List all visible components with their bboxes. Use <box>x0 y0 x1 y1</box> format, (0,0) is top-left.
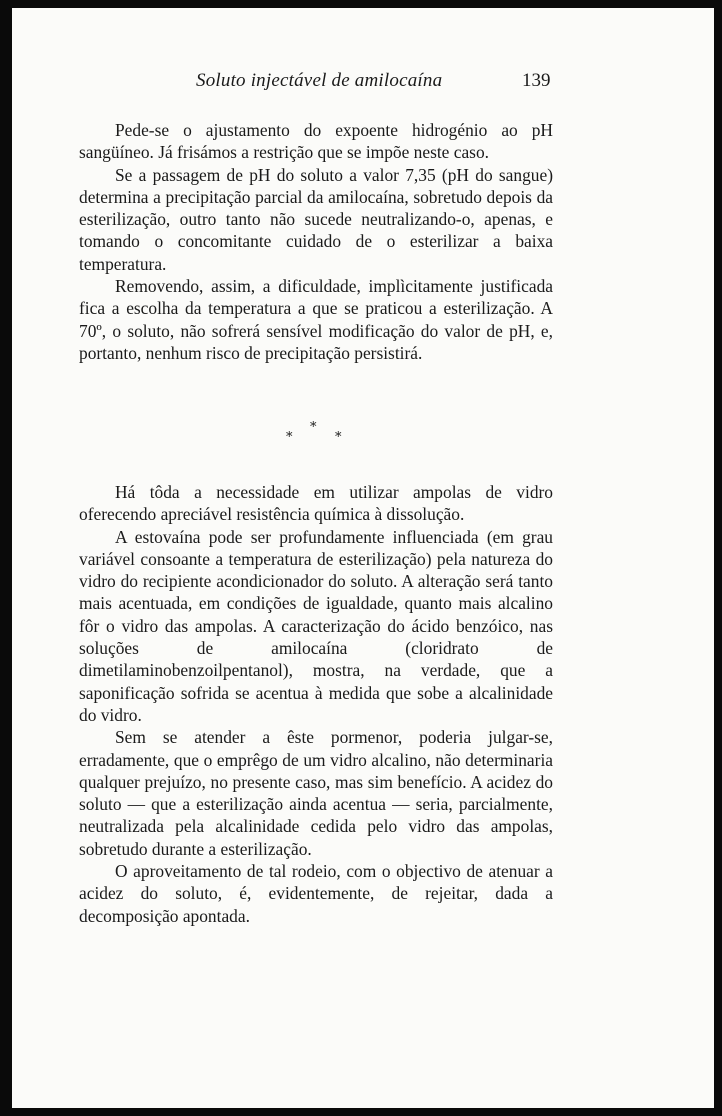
paragraph: Há tôda a necessidade em utilizar ampolas de vidro oferecendo apreciável resistência química à dissolução. <box>79 482 553 525</box>
running-head-title: Soluto injectável de amilocaína <box>196 70 443 91</box>
section-separator-asterism <box>286 420 356 448</box>
paragraph: Se a passagem de pH do soluto a valor 7,35 (pH do sangue) determina a precipitação parcial da amilocaína, sobretudo depois da esterilização, outro tanto não sucede neutralizando-o, apenas, e tomando o concomitante cuidado de o esterilizar a baixa temperatura. <box>79 164 553 274</box>
paragraph: Pede-se o ajustamento do expoente hidrogénio ao pH sangüíneo. Já frisámos a restrição que se impõe neste caso. <box>79 120 553 163</box>
text-section-2 <box>79 481 553 927</box>
paragraph: A estovaína pode ser profundamente influenciada (em grau variável consoante a temperatura de esterilização) pela natureza do vidro do recipiente acondicionador do soluto. A alteração será tanto mais acentuada, em condições de igualdade, quanto mais alcalino fôr o vidro das ampolas. A caracterização do ácido benzóico, nas soluções de amilocaína (cloridrato de dimetilaminobenzoilpentanol), mostra, na verdade, que a saponificação sofrida se acentua à medida que sobe a alcalinidade do vidro. <box>79 526 553 725</box>
paragraph: O aproveitamento de tal rodeio, com o objectivo de atenuar a acidez do soluto, é, evidentemente, de rejeitar, dada a decomposição apontada. <box>79 861 553 926</box>
paragraph: Removendo, assim, a dificuldade, implìcitamente justificada fica a escolha da temperatura a que se praticou a esterilização. A 70º, o soluto, não sofrerá sensível modificação do valor de pH, e, portanto, nenhum risco de precipitação persistirá. <box>79 276 553 363</box>
page-number: 139 <box>522 70 551 91</box>
separator-star: * <box>310 420 317 435</box>
paragraph: Sem se atender a êste pormenor, poderia julgar-se, erradamente, que o emprêgo de um vidro alcalino, não determinaria qualquer prejuízo, no presente caso, mas sim benefício. A acidez do soluto — que a esterilização ainda acentua — seria, parcialmente, neutralizada pela alcalinidade cedida pelo vidro das ampolas, sobretudo durante a esterilização. <box>79 727 553 859</box>
text-section-1 <box>79 119 553 364</box>
separator-star: * <box>286 430 293 445</box>
separator-star: * <box>335 430 342 445</box>
